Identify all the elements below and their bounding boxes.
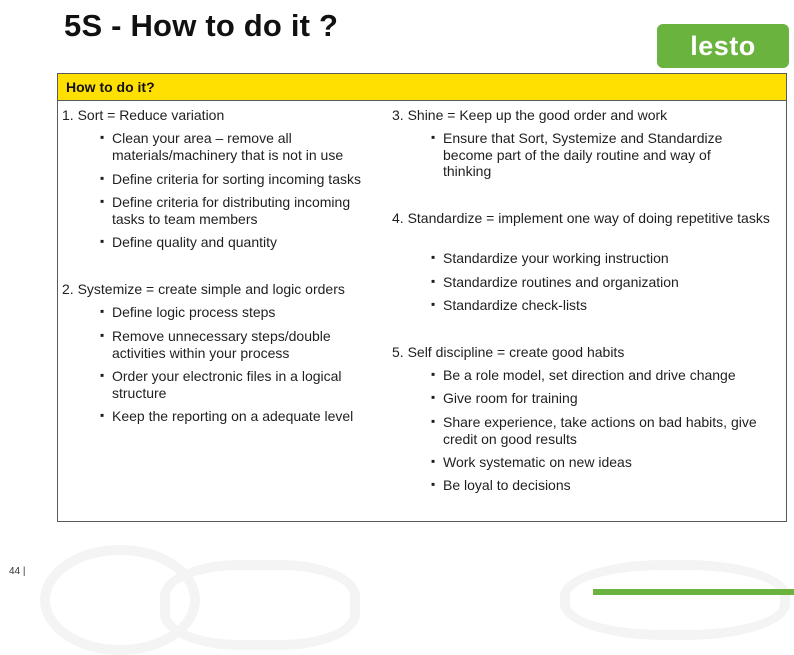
list-item: ▪ Be loyal to decisions bbox=[431, 477, 571, 493]
list-item: ▪ Order your electronic files in a logical structure bbox=[100, 368, 342, 401]
bullet-icon: ▪ bbox=[431, 250, 436, 264]
list-item: ▪ Define logic process steps bbox=[100, 304, 276, 320]
bullet-icon: ▪ bbox=[431, 454, 436, 468]
bullet-icon: ▪ bbox=[100, 368, 105, 382]
section-systemize-heading: 2. Systemize = create simple and logic orders bbox=[62, 281, 345, 297]
bullet-icon: ▪ bbox=[431, 390, 436, 404]
section-sort-heading: 1. Sort = Reduce variation bbox=[62, 107, 225, 123]
watermark-swirl bbox=[560, 560, 790, 640]
content-box bbox=[57, 73, 787, 522]
bullet-icon: ▪ bbox=[100, 130, 105, 144]
lesto-logo: lesto bbox=[657, 24, 789, 68]
watermark-swirl bbox=[160, 560, 360, 650]
section-shine-heading: 3. Shine = Keep up the good order and work bbox=[392, 107, 668, 123]
list-item: ▪ Define quality and quantity bbox=[100, 234, 277, 250]
page-number: 44 | bbox=[9, 566, 26, 577]
list-item: ▪ Keep the reporting on a adequate level bbox=[100, 408, 354, 424]
bullet-icon: ▪ bbox=[100, 234, 105, 248]
bullet-icon: ▪ bbox=[431, 297, 436, 311]
list-item: ▪ Ensure that Sort, Systemize and Standardize become part of the daily routine and way of thinking bbox=[431, 130, 723, 179]
list-item: ▪ Standardize check-lists bbox=[431, 297, 587, 313]
list-item: ▪ Standardize routines and organization bbox=[431, 274, 679, 290]
list-item: ▪ Define criteria for distributing incoming tasks to team members bbox=[100, 194, 351, 227]
bullet-icon: ▪ bbox=[431, 414, 436, 428]
list-item: ▪ Clean your area – remove all materials/machinery that is not in use bbox=[100, 130, 344, 163]
section-self-discipline-heading: 5. Self discipline = create good habits bbox=[392, 344, 625, 360]
list-item: ▪ Remove unnecessary steps/double activities within your process bbox=[100, 328, 331, 361]
list-item: ▪ Give room for training bbox=[431, 390, 578, 406]
list-item: ▪ Standardize your working instruction bbox=[431, 250, 669, 266]
list-item: ▪ Define criteria for sorting incoming tasks bbox=[100, 171, 361, 187]
footer-accent-bar bbox=[593, 589, 794, 595]
bullet-icon: ▪ bbox=[100, 304, 105, 318]
bullet-icon: ▪ bbox=[431, 274, 436, 288]
bullet-icon: ▪ bbox=[431, 367, 436, 381]
section-standardize-heading: 4. Standardize = implement one way of doing repetitive tasks bbox=[392, 210, 770, 226]
list-item: ▪ Work systematic on new ideas bbox=[431, 454, 632, 470]
bullet-icon: ▪ bbox=[431, 130, 436, 144]
bullet-icon: ▪ bbox=[100, 194, 105, 208]
list-item: ▪ Be a role model, set direction and drive change bbox=[431, 367, 736, 383]
content-header: How to do it? bbox=[66, 79, 155, 95]
bullet-icon: ▪ bbox=[100, 171, 105, 185]
bullet-icon: ▪ bbox=[431, 477, 436, 491]
bullet-icon: ▪ bbox=[100, 328, 105, 342]
list-item: ▪ Share experience, take actions on bad habits, give credit on good results bbox=[431, 414, 757, 447]
content-header-bar bbox=[58, 74, 786, 101]
slide-title: 5S - How to do it ? bbox=[64, 8, 339, 43]
bullet-icon: ▪ bbox=[100, 408, 105, 422]
